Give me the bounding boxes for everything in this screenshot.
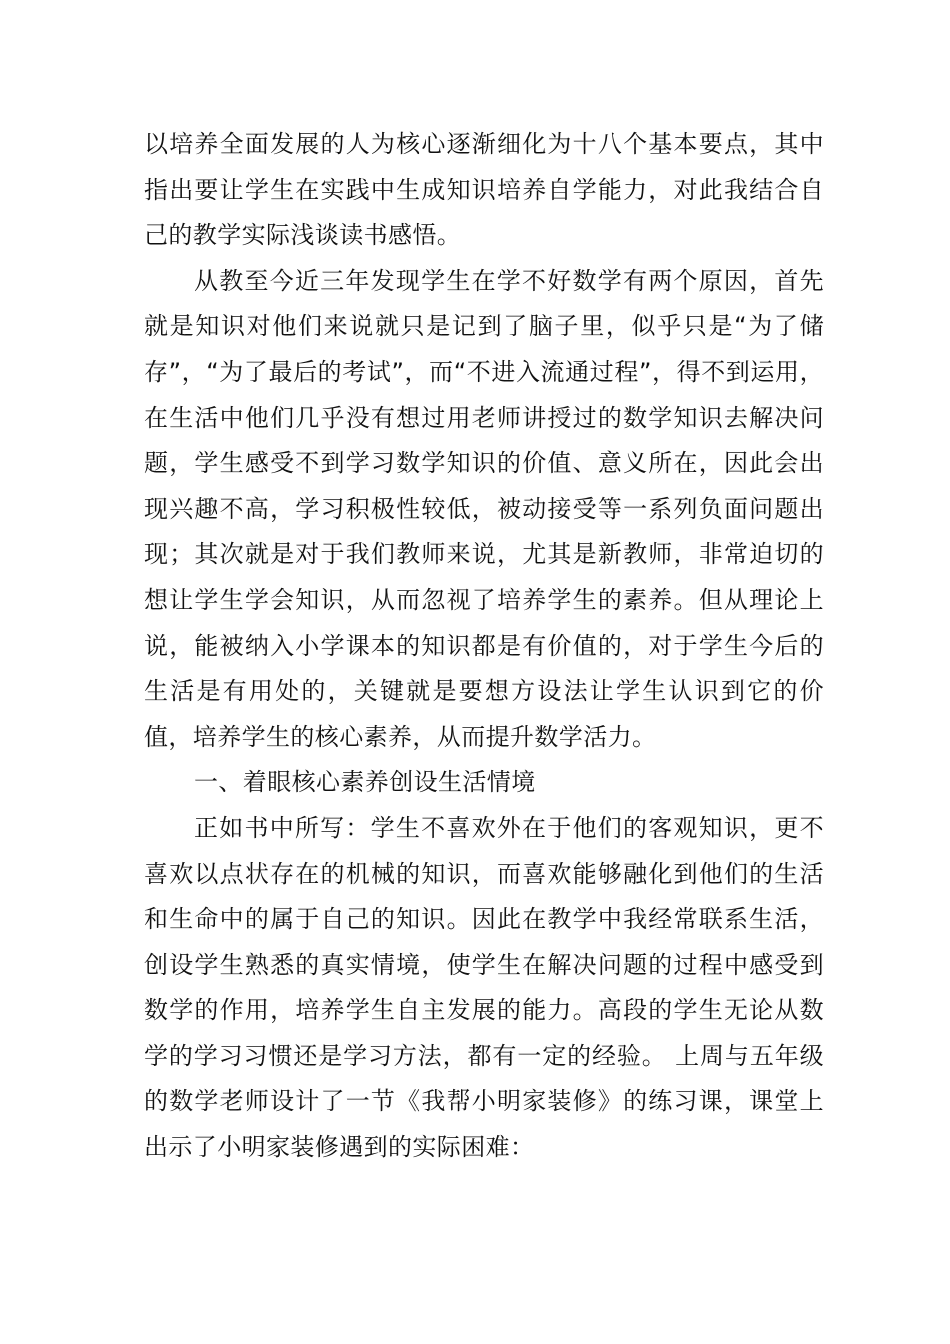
paragraph-life-context: 正如书中所写：学生不喜欢外在于他们的客观知识，更不喜欢以点状存在的机械的知识，而喜欢能够融化到他们的生活和生命中的属于自己的知识。因此在教学中我经常联系生活，创设学生熟悉的真实情境，使学生在解决问题的过程中感受到数学的作用，培养学生自主发展的能力。高段的学生无论从数学的学习习惯还是学习方法，都有一定的经验。 上周与五年级的数学老师设计了一节《我帮小明家装修》的练习课，课堂上出示了小明家装修遇到的实际困难： [144, 813, 824, 1162]
section-heading: 一、着眼核心素养创设生活情境 [194, 768, 536, 797]
document-body [144, 122, 824, 1171]
paragraph-intro: 以培养全面发展的人为核心逐渐细化为十八个基本要点，其中指出要让学生在实践中生成知识培养自学能力，对此我结合自己的教学实际浅谈读书感悟。 [144, 130, 824, 250]
paragraph-reasons: 从教至今近三年发现学生在学不好数学有两个原因，首先就是知识对他们来说就只是记到了脑子里，似乎只是“为了储存”，“为了最后的考试”，而“不进入流通过程”，得不到运用，在生活中他们几乎没有想过用老师讲授过的数学知识去解决问题，学生感受不到学习数学知识的价值、意义所在，因此会出现兴趣不高，学习积极性较低，被动接受等一系列负面问题出现；其次就是对于我们教师来说，尤其是新教师，非常迫切的想让学生学会知识，从而忽视了培养学生的素养。但从理论上说，能被纳入小学课本的知识都是有价值的，对于学生今后的生活是有用处的，关键就是要想方设法让学生认识到它的价值，培养学生的核心素养，从而提升数学活力。 [144, 266, 824, 751]
